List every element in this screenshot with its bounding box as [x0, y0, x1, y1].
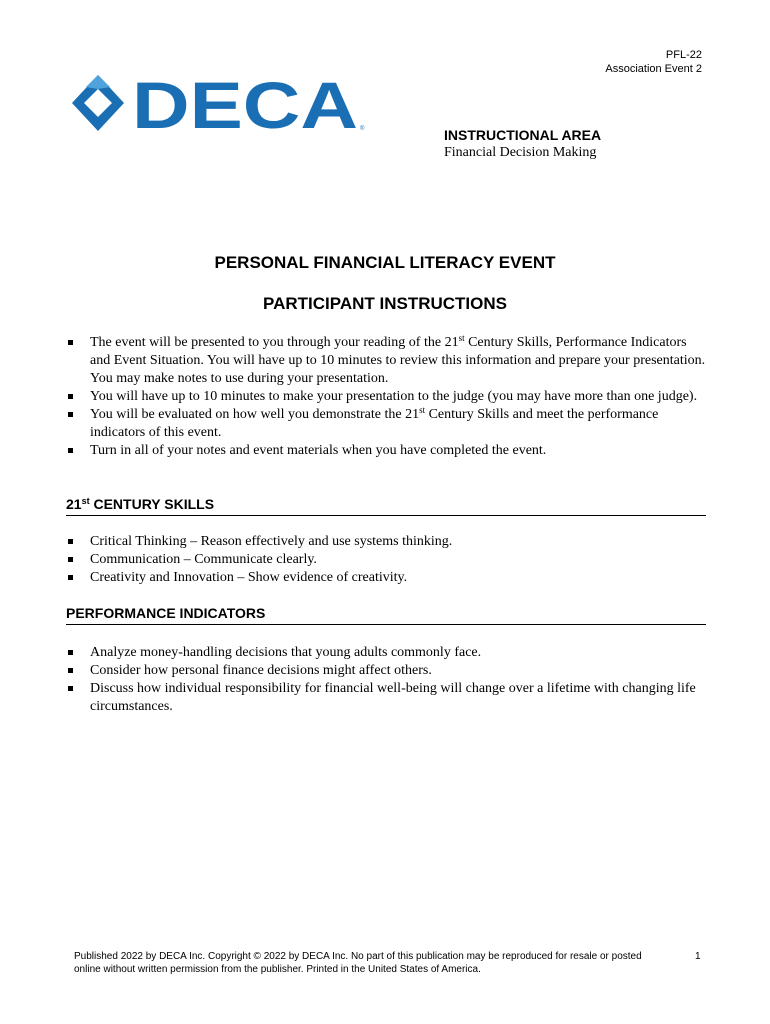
bullet-square-icon — [68, 668, 73, 673]
skills-list — [66, 533, 706, 587]
list-item: Creativity and Innovation – Show evidence of creativity. — [66, 569, 706, 587]
list-item: You will have up to 10 minutes to make your presentation to the judge (you may have more than one judge). — [66, 388, 706, 406]
instructional-area — [444, 127, 601, 162]
list-item: You will be evaluated on how well you demonstrate the 21st Century Skills and meet the performance indicators of this event. — [66, 406, 706, 442]
list-item: The event will be presented to you through your reading of the 21st Century Skills, Performance Indicators and Event Situation. You will have up to 10 minutes to review this information and prepare your presentation. You may make notes to use during your presentation. — [66, 334, 706, 388]
list-item: Consider how personal finance decisions might affect others. — [66, 662, 706, 680]
instructional-area-value: Financial Decision Making — [444, 145, 597, 160]
bullet-square-icon — [68, 575, 73, 580]
logo-wordmark: DECA — [132, 70, 358, 136]
event-code: PFL-22 — [665, 49, 702, 61]
event-title: PERSONAL FINANCIAL LITERACY EVENT — [214, 253, 556, 272]
list-item: Communication – Communicate clearly. — [66, 551, 706, 569]
bullet-square-icon — [68, 539, 73, 544]
bullet-square-icon — [68, 412, 73, 417]
list-item: Turn in all of your notes and event materials when you have completed the event. — [66, 442, 706, 460]
instructions-list — [66, 334, 706, 460]
footer-copyright: Published 2022 by DECA Inc. Copyright © 2022 by DECA Inc. No part of this publication may be reproduced for resale or posted online without written permission from the publisher. Printed in the United States of America. — [74, 951, 642, 975]
registered-mark: ® — [360, 126, 365, 132]
bullet-square-icon — [68, 557, 73, 562]
page-number: 1 — [695, 951, 701, 962]
bullet-square-icon — [68, 448, 73, 453]
bullet-square-icon — [68, 340, 73, 345]
list-item: Analyze money-handling decisions that young adults commonly face. — [66, 644, 706, 662]
deca-diamond-icon — [72, 75, 124, 131]
bullet-square-icon — [68, 650, 73, 655]
list-item: Critical Thinking – Reason effectively and use systems thinking. — [66, 533, 706, 551]
performance-indicators-heading: PERFORMANCE INDICATORS — [66, 604, 706, 625]
bullet-square-icon — [68, 686, 73, 691]
instructions-title: PARTICIPANT INSTRUCTIONS — [263, 294, 507, 313]
event-code-block — [605, 48, 702, 76]
bullet-square-icon — [68, 394, 73, 399]
list-item: Discuss how individual responsibility for financial well-being will change over a lifetime with changing life circumstances. — [66, 680, 706, 716]
event-type: Association Event 2 — [605, 63, 702, 75]
instructional-area-title: INSTRUCTIONAL AREA — [444, 127, 602, 143]
deca-logo — [70, 70, 370, 136]
skills-section-heading: 21st CENTURY SKILLS — [66, 495, 706, 516]
performance-indicators-list — [66, 644, 706, 716]
